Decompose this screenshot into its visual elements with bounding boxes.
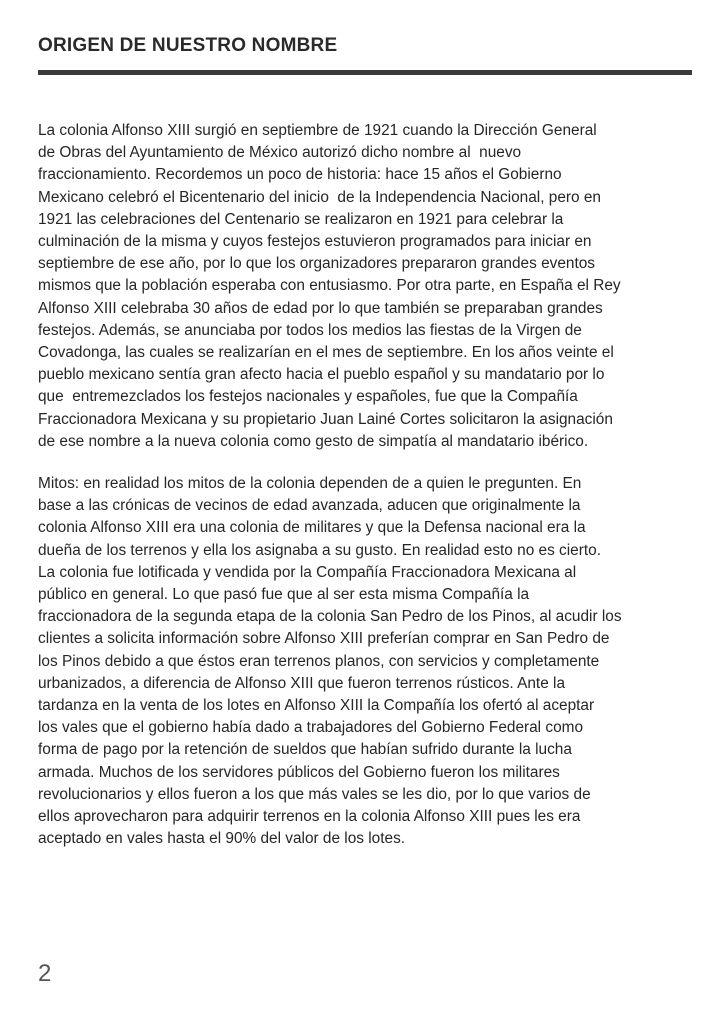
page-number: 2 xyxy=(38,960,52,987)
text-line: Alfonso XIII celebraba 30 años de edad por lo que también se preparaban grandes xyxy=(38,299,603,317)
text-line: mismos que la población esperaba con entusiasmo. Por otra parte, en España el Rey xyxy=(38,277,621,295)
text-line: Mexicano celebró el Bicentenario del inicio de la Independencia Nacional, pero en xyxy=(38,188,601,206)
text-line: Mitos: en realidad los mitos de la colonia dependen de a quien le pregunten. En xyxy=(38,475,582,493)
text-line: público en general. Lo que pasó fue que al ser esta misma Compañía la xyxy=(38,586,530,604)
text-line: pueblo mexicano sentía gran afecto hacia el pueblo español y su mandatario por lo xyxy=(38,366,605,384)
body-text xyxy=(38,120,698,851)
text-line: fraccionadora de la segunda etapa de la colonia San Pedro de los Pinos, al acudir los xyxy=(38,608,622,626)
text-line: culminación de la misma y cuyos festejos estuvieron programados para iniciar en xyxy=(38,233,592,251)
text-line: armada. Muchos de los servidores públicos del Gobierno fueron los militares xyxy=(38,763,560,781)
text-line: festejos. Además, se anunciaba por todos los medios las fiestas de la Virgen de xyxy=(38,321,582,339)
text-line: revolucionarios y ellos fueron a los que más vales se les dio, por lo que varios de xyxy=(38,785,591,803)
text-line: de ese nombre a la nueva colonia como gesto de simpatía al mandatario ibérico. xyxy=(38,432,589,450)
text-line: La colonia Alfonso XIII surgió en septiembre de 1921 cuando la Dirección General xyxy=(38,122,597,139)
paragraph-origin xyxy=(38,120,698,453)
heading-rule xyxy=(38,70,692,75)
text-line: base a las crónicas de vecinos de edad avanzada, aducen que originalmente la xyxy=(38,497,581,515)
text-line: 1921 las celebraciones del Centenario se realizaron en 1921 para celebrar la xyxy=(38,210,564,228)
text-line: de Obras del Ayuntamiento de México autorizó dicho nombre al nuevo xyxy=(38,144,522,162)
text-line: que entremezclados los festejos nacionales y españoles, fue que la Compañía xyxy=(38,388,578,406)
text-line: La colonia fue lotificada y vendida por la Compañía Fraccionadora Mexicana al xyxy=(38,563,577,581)
text-line: clientes a solicita información sobre Alfonso XIII preferían comprar en San Pedro de xyxy=(38,630,610,648)
text-line: fraccionamiento. Recordemos un poco de historia: hace 15 años el Gobierno xyxy=(38,166,562,184)
text-line: ellos aprovecharon para adquirir terrenos en la colonia Alfonso XIII pues les era xyxy=(38,808,581,826)
text-line: tardanza en la venta de los lotes en Alfonso XIII la Compañía los ofertó al aceptar xyxy=(38,697,595,715)
paragraph-myths xyxy=(38,473,698,850)
text-line: los Pinos debido a que éstos eran terrenos planos, con servicios y completamente xyxy=(38,652,600,670)
text-line: forma de pago por la retención de sueldos que habían sufrido durante la lucha xyxy=(38,741,572,759)
text-line: urbanizados, a diferencia de Alfonso XIII que fueron terrenos rústicos. Ante la xyxy=(38,674,566,692)
text-line: Fraccionadora Mexicana y su propietario Juan Lainé Cortes solicitaron la asignación xyxy=(38,410,613,428)
text-line: colonia Alfonso XIII era una colonia de militares y que la Defensa nacional era la xyxy=(38,519,586,537)
page-heading: ORIGEN DE NUESTRO NOMBRE xyxy=(38,35,338,56)
text-line: los vales que el gobierno había dado a trabajadores del Gobierno Federal como xyxy=(38,719,584,737)
text-line: dueña de los terrenos y ella los asignaba a su gusto. En realidad esto no es cierto. xyxy=(38,541,601,559)
text-line: Covadonga, las cuales se realizarían en el mes de septiembre. En los años veinte el xyxy=(38,344,614,362)
text-line: septiembre de ese año, por lo que los organizadores prepararon grandes eventos xyxy=(38,255,595,273)
text-line: aceptado en vales hasta el 90% del valor de los lotes. xyxy=(38,830,406,848)
